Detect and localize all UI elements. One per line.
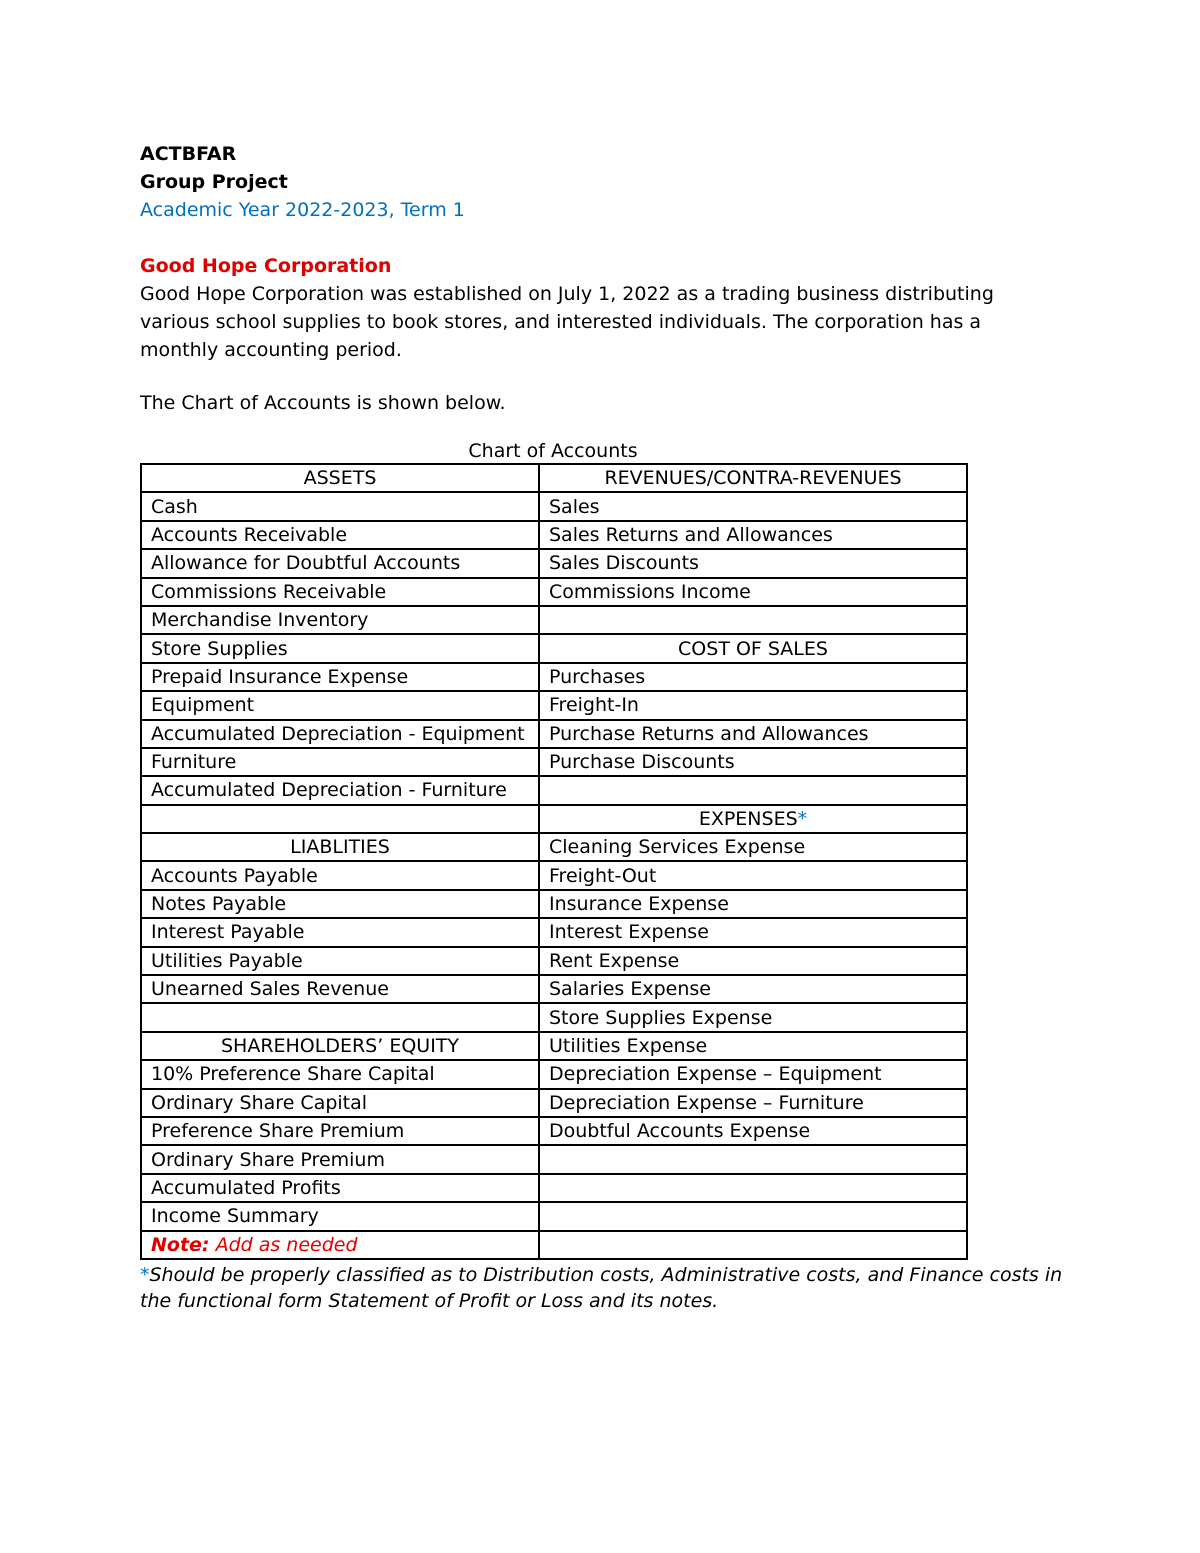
note-cell (141, 1231, 539, 1259)
account-name: Cash (151, 495, 198, 518)
table-row (141, 890, 967, 918)
table-cell-left (141, 805, 539, 833)
footnote-star: * (140, 1263, 150, 1286)
table-cell-left (141, 833, 539, 861)
course-code: ACTBFAR (140, 143, 237, 165)
table-cell-left (141, 776, 539, 804)
table-cell-left (141, 464, 539, 492)
table-cell-left (141, 521, 539, 549)
table-cell-left (141, 1202, 539, 1230)
note-text: Add as needed (209, 1233, 358, 1256)
table-cell-left (141, 549, 539, 577)
table-cell-left (141, 947, 539, 975)
account-name: Accounts Receivable (151, 523, 348, 546)
table-cell-left (141, 578, 539, 606)
account-name: Freight-In (549, 694, 639, 717)
academic-year: Academic Year 2022-2023, Term 1 (140, 199, 465, 221)
table-cell-left (141, 606, 539, 634)
table-cell-left (141, 861, 539, 889)
table-row (141, 720, 967, 748)
table-row (141, 663, 967, 691)
account-name: Commissions Receivable (151, 580, 387, 603)
account-name: Utilities Expense (549, 1035, 708, 1057)
table-cell-left (141, 720, 539, 748)
table-row (141, 1003, 967, 1031)
table-cell-right (539, 805, 967, 833)
account-name: Accumulated Depreciation - Furniture (151, 779, 507, 802)
table-cell-right (539, 549, 967, 577)
account-name: Accounts Payable (151, 864, 318, 887)
project-title: Group Project (140, 171, 288, 193)
account-name: Allowance for Doubtful Accounts (151, 552, 461, 575)
account-name: Sales (549, 495, 600, 518)
table-cell-left (141, 1032, 539, 1060)
table-row (141, 918, 967, 946)
account-name: Ordinary Share Capital (151, 1091, 368, 1114)
account-name: Sales Returns and Allowances (549, 523, 833, 546)
account-name: Commissions Income (549, 580, 751, 603)
table-row (141, 1202, 967, 1230)
section-header: REVENUES/CONTRA-REVENUES (604, 467, 902, 490)
table-cell-right (539, 975, 967, 1003)
account-name: Ordinary Share Premium (151, 1148, 385, 1171)
footnote-text: Should be properly classified as to Distribution costs, Administrative costs, and Finance costs in the functional form Statement of Profit or Loss and its notes. (140, 1263, 1063, 1312)
table-cell-right (539, 464, 967, 492)
table-cell-left (141, 1117, 539, 1145)
account-name: Cleaning Services Expense (549, 836, 806, 859)
account-name: Merchandise Inventory (151, 609, 369, 632)
table-row (141, 521, 967, 549)
table-row (141, 1089, 967, 1117)
note-label: Note: (151, 1233, 210, 1256)
table-cell-left (141, 890, 539, 918)
account-name: Notes Payable (151, 893, 287, 916)
table-cell-right (539, 578, 967, 606)
table-row (141, 947, 967, 975)
account-name: Interest Payable (151, 921, 305, 944)
table-cell-right (539, 890, 967, 918)
table-cell-right (539, 861, 967, 889)
table-cell-right (539, 1117, 967, 1145)
table-row (141, 1145, 967, 1173)
table-cell-left (141, 975, 539, 1003)
section-header: ASSETS (303, 467, 377, 490)
table-cell-right (539, 606, 967, 634)
table-cell-left (141, 918, 539, 946)
table-cell-right (539, 1060, 967, 1088)
table-cell-right (539, 1174, 967, 1202)
table-row (141, 833, 967, 861)
table-cell-left (141, 1089, 539, 1117)
footnote (140, 1262, 1080, 1314)
account-name: Prepaid Insurance Expense (151, 665, 409, 688)
table-cell-right (539, 776, 967, 804)
table-row (141, 776, 967, 804)
chart-intro: The Chart of Accounts is shown below. (140, 392, 506, 414)
company-name: Good Hope Corporation (140, 255, 392, 277)
account-name: Utilities Payable (151, 949, 303, 972)
table-cell-left (141, 492, 539, 520)
account-name: Store Supplies Expense (549, 1006, 773, 1029)
account-name: Furniture (151, 751, 237, 774)
table-cell-right (539, 1202, 967, 1230)
table-cell-left (141, 1003, 539, 1031)
account-name: Preference Share Premium (151, 1120, 405, 1143)
table-cell-right (539, 833, 967, 861)
table-cell-right (539, 748, 967, 776)
table-cell-right (539, 947, 967, 975)
table-cell-right (539, 521, 967, 549)
section-header: COST OF SALES (678, 637, 828, 660)
account-name: Freight-Out (549, 864, 657, 887)
section-header: EXPENSES (698, 807, 798, 830)
table-cell-left (141, 663, 539, 691)
table-cell-right (539, 634, 967, 662)
account-name: Salaries Expense (549, 978, 711, 1001)
account-name: Interest Expense (549, 921, 709, 944)
account-name: Depreciation Expense – Furniture (549, 1091, 864, 1114)
chart-caption: Chart of Accounts (468, 440, 638, 462)
table-cell-left (141, 1060, 539, 1088)
table-row (141, 464, 967, 492)
table-row (141, 1060, 967, 1088)
table-row (141, 1231, 967, 1259)
section-header: SHAREHOLDERS’ EQUITY (220, 1035, 460, 1057)
table-row (141, 1117, 967, 1145)
expenses-star: * (797, 807, 808, 830)
account-name: Store Supplies (151, 637, 288, 660)
table-row (141, 691, 967, 719)
table-cell-right (539, 1032, 967, 1060)
table-row (141, 1174, 967, 1202)
table-cell-left (141, 748, 539, 776)
account-name: Purchase Discounts (549, 751, 735, 774)
table-cell-right (539, 918, 967, 946)
table-row (141, 634, 967, 662)
table-cell-left (141, 634, 539, 662)
table-row (141, 1032, 967, 1060)
table-cell-right (539, 720, 967, 748)
table-row (141, 975, 967, 1003)
table-row (141, 748, 967, 776)
section-header: LIABLITIES (290, 836, 390, 859)
table-row (141, 606, 967, 634)
account-name: Accumulated Profits (151, 1176, 341, 1199)
table-cell-right (539, 1231, 967, 1259)
table-cell-left (141, 1174, 539, 1202)
account-name: Insurance Expense (549, 893, 729, 916)
table-row (141, 492, 967, 520)
table-cell-right (539, 691, 967, 719)
account-name: Unearned Sales Revenue (151, 978, 389, 1001)
table-cell-right (539, 663, 967, 691)
account-name: Equipment (151, 694, 255, 717)
account-name: Sales Discounts (549, 552, 699, 575)
table-cell-left (141, 691, 539, 719)
account-name: Accumulated Depreciation - Equipment (151, 722, 525, 745)
account-name: Doubtful Accounts Expense (549, 1120, 811, 1143)
account-name: Depreciation Expense – Equipment (549, 1063, 882, 1086)
table-cell-right (539, 492, 967, 520)
table-row (141, 578, 967, 606)
account-name: Rent Expense (549, 949, 680, 972)
table-row (141, 861, 967, 889)
table-row (141, 805, 967, 833)
table-cell-right (539, 1089, 967, 1117)
table-row (141, 549, 967, 577)
chart-of-accounts-table (140, 463, 968, 1260)
account-name: Income Summary (151, 1205, 319, 1228)
document-page (140, 140, 1080, 1314)
account-name: 10% Preference Share Capital (151, 1063, 435, 1086)
account-name: Purchase Returns and Allowances (549, 722, 869, 745)
account-name: Purchases (549, 665, 646, 688)
table-cell-right (539, 1145, 967, 1173)
company-description: Good Hope Corporation was established on July 1, 2022 as a trading business distributing various school supplies to book stores, and interested individuals. The corporation has a monthly accounting period. (140, 283, 994, 361)
table-cell-right (539, 1003, 967, 1031)
table-cell-left (141, 1145, 539, 1173)
